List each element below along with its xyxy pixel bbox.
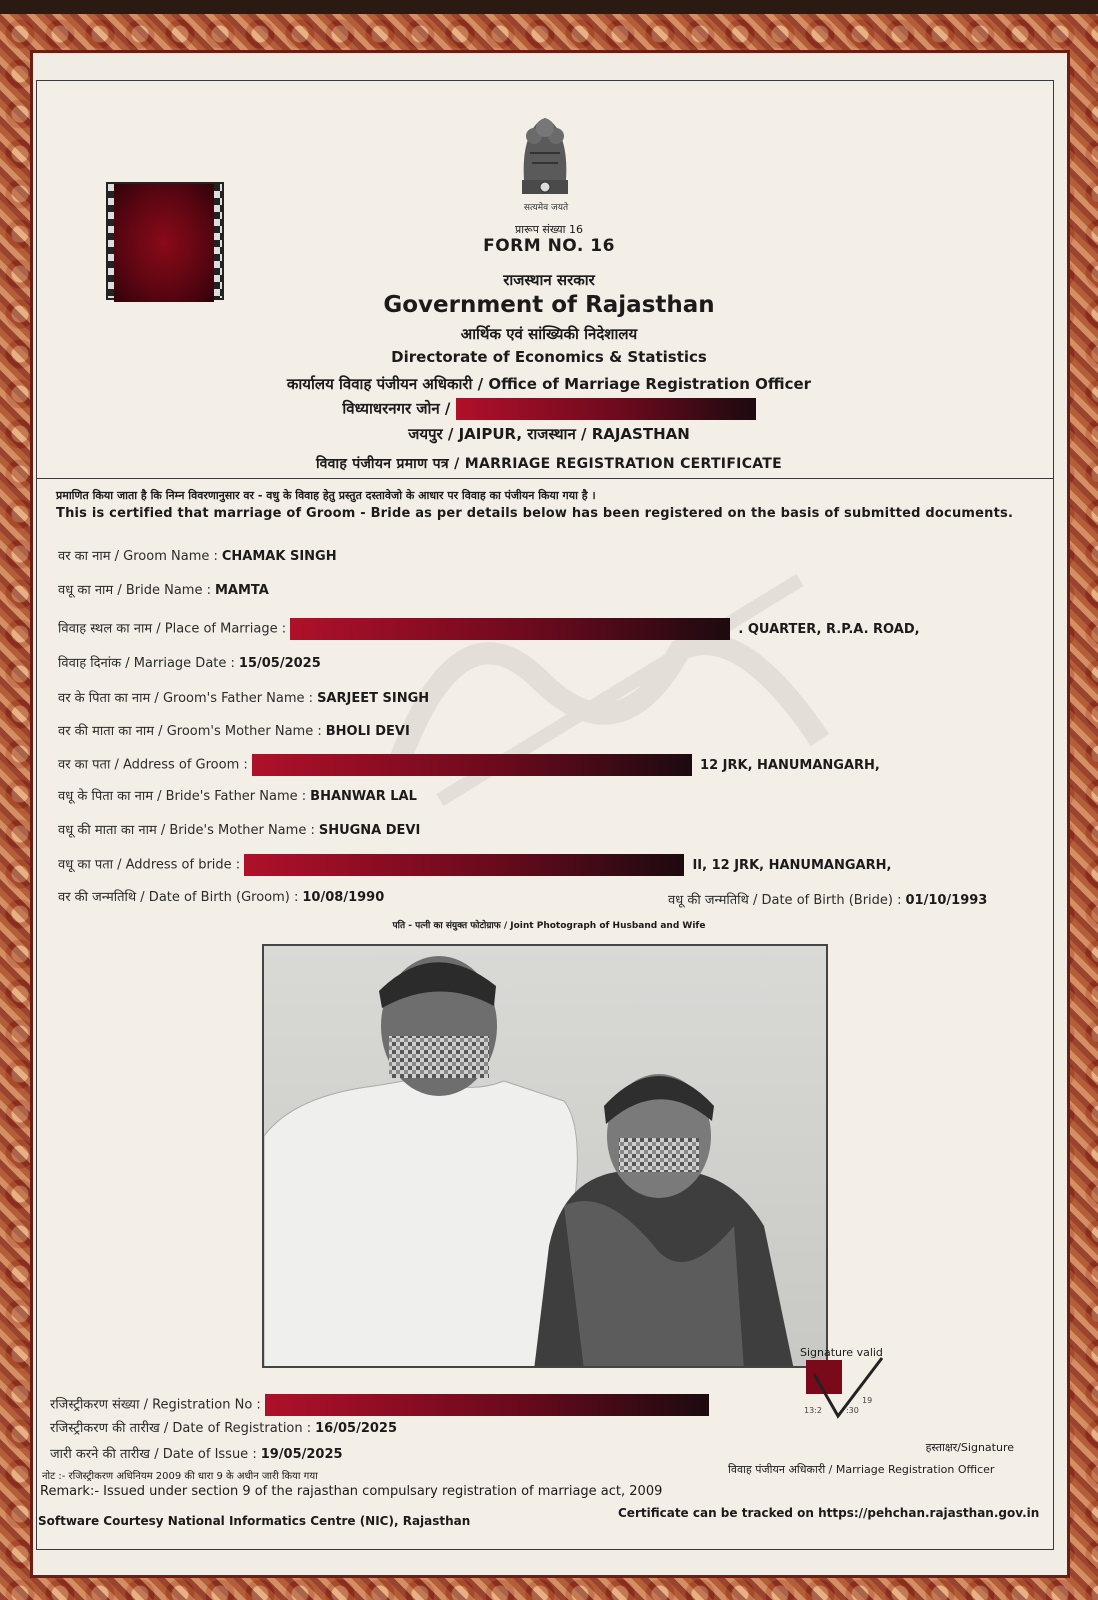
dob-groom-value: 10/08/1990	[302, 890, 385, 905]
redaction-block	[290, 618, 730, 640]
bride-address-row	[58, 854, 891, 876]
registration-no-label: रजिस्ट्रीकरण संख्या / Registration No :	[50, 1397, 261, 1413]
groom-address-label: वर का पता / Address of Groom :	[58, 757, 248, 773]
groom-mother-row	[58, 721, 410, 739]
groom-address-row	[58, 754, 880, 776]
tracking-link[interactable]: Certificate can be tracked on https://pehchan.rajasthan.gov.in	[618, 1506, 1040, 1520]
issue-date-row	[50, 1444, 343, 1462]
dob-bride-label: वधू की जन्मतिथि / Date of Birth (Bride) :	[668, 893, 902, 908]
signature-stamp-time-end: :30	[845, 1406, 859, 1415]
certification-hindi: प्रमाणित किया जाता है कि निम्न विवरणानुसार वर - वधु के विवाह हेतु प्रस्तुत दस्तावेजो के आधार पर विवाह का पंजीयन किया गया है ।	[56, 489, 596, 502]
redaction-block	[244, 854, 684, 876]
bride-father-row	[58, 786, 417, 804]
form-number: FORM NO. 16	[483, 236, 615, 256]
form-number-hindi: प्रारूप संख्या 16	[515, 223, 583, 236]
joint-photograph	[262, 944, 828, 1368]
bride-name-row	[58, 580, 269, 598]
bride-mother-label: वधू की माता का नाम / Bride's Mother Name :	[58, 823, 315, 838]
groom-father-label: वर के पिता का नाम / Groom's Father Name :	[58, 691, 314, 706]
redaction-block	[456, 398, 756, 420]
groom-mother-value: BHOLI DEVI	[325, 724, 410, 739]
issue-date-value: 19/05/2025	[260, 1447, 343, 1462]
bride-father-label: वधू के पिता का नाम / Bride's Father Name :	[58, 789, 307, 804]
signature-stamp-line: 19	[862, 1396, 873, 1405]
redaction-block	[252, 754, 692, 776]
software-credit: Software Courtesy National Informatics Centre (NIC), Rajasthan	[38, 1514, 471, 1528]
groom-father-row	[58, 688, 429, 706]
signature-stamp-time: 13:2	[804, 1406, 822, 1415]
signature-label: हस्ताक्षर/Signature	[925, 1441, 1014, 1454]
issue-date-label: जारी करने की तारीख / Date of Issue :	[50, 1447, 257, 1462]
bride-address-label: वधू का पता / Address of bride :	[58, 857, 241, 873]
bride-mother-value: SHUGNA DEVI	[318, 823, 421, 838]
directorate-title: Directorate of Economics & Statistics	[391, 348, 707, 366]
bride-name-value: MAMTA	[214, 583, 269, 598]
signature-stamp	[804, 1396, 872, 1416]
dob-bride-value: 01/10/1993	[905, 893, 988, 908]
place-value: . QUARTER, R.P.A. ROAD,	[738, 621, 920, 637]
bride-father-value: BHANWAR LAL	[310, 789, 417, 804]
directorate-hindi: आर्थिक एवं सांख्यिकी निदेशालय	[460, 325, 638, 343]
groom-name-value: CHAMAK SINGH	[221, 549, 337, 564]
city-line: जयपुर / JAIPUR, राजस्थान / RAJASTHAN	[408, 425, 690, 443]
registration-date-label: रजिस्ट्रीकरण की तारीख / Date of Registration :	[50, 1421, 312, 1436]
groom-name-label: वर का नाम / Groom Name :	[58, 549, 218, 564]
bride-name-label: वधू का नाम / Bride Name :	[58, 583, 211, 598]
couple-photo-icon	[264, 946, 828, 1368]
remark-english: Remark:- Issued under section 9 of the rajasthan compulsary registration of marriage act, 2009	[40, 1484, 663, 1499]
dob-bride-row	[668, 890, 987, 908]
watermark-icon	[380, 560, 840, 820]
marriage-date-label: विवाह दिनांक / Marriage Date :	[58, 656, 235, 671]
groom-mother-label: वर की माता का नाम / Groom's Mother Name :	[58, 724, 322, 739]
government-hindi: राजस्थान सरकार	[503, 271, 595, 289]
dob-groom-row	[58, 887, 384, 905]
registration-date-row	[50, 1418, 397, 1436]
dob-groom-label: वर की जन्मतिथि / Date of Birth (Groom) :	[58, 890, 299, 905]
groom-name-row	[58, 546, 337, 564]
registration-date-value: 16/05/2025	[315, 1421, 397, 1436]
groom-address-value: 12 JRK, HANUMANGARH,	[700, 757, 880, 773]
place-row	[58, 618, 920, 640]
header-divider	[36, 478, 1054, 479]
officer-label: विवाह पंजीयन अधिकारी / Marriage Registration Officer	[728, 1463, 995, 1476]
signature-valid-label: Signature valid	[800, 1346, 883, 1359]
certification-english: This is certified that marriage of Groom - Bride as per details below has been registered on the basis of submitted documents.	[56, 506, 1014, 521]
signature-stamp-line	[804, 1406, 872, 1416]
place-label: विवाह स्थल का नाम / Place of Marriage :	[58, 621, 287, 637]
groom-father-value: SARJEET SINGH	[317, 691, 430, 706]
remark-hindi: नोट :- रजिस्ट्रीकरण अधिनियम 2009 की धारा 9 के अधीन जारी किया गया	[42, 1471, 318, 1482]
photo-caption: पति - पत्नी का संयुक्त फोटोग्राफ / Joint Photograph of Husband and Wife	[392, 921, 706, 931]
certificate-title: विवाह पंजीयन प्रमाण पत्र / MARRIAGE REGISTRATION CERTIFICATE	[315, 456, 783, 472]
emblem-motto: सत्यमेव जयते	[523, 203, 569, 213]
state-emblem-icon	[510, 108, 580, 208]
bride-mother-row	[58, 820, 420, 838]
zone-line	[0, 398, 1098, 420]
registration-no-row	[50, 1394, 709, 1416]
marriage-date-value: 15/05/2025	[238, 656, 321, 671]
office-title: कार्यालय विवाह पंजीयन अधिकारी / Office of Marriage Registration Officer	[286, 375, 812, 393]
bride-address-value: II, 12 JRK, HANUMANGARH,	[692, 857, 892, 873]
marriage-date-row	[58, 653, 321, 671]
government-title: Government of Rajasthan	[383, 292, 715, 318]
redaction-block	[265, 1394, 709, 1416]
zone-prefix: विध्याधरनगर जोन /	[342, 399, 451, 418]
